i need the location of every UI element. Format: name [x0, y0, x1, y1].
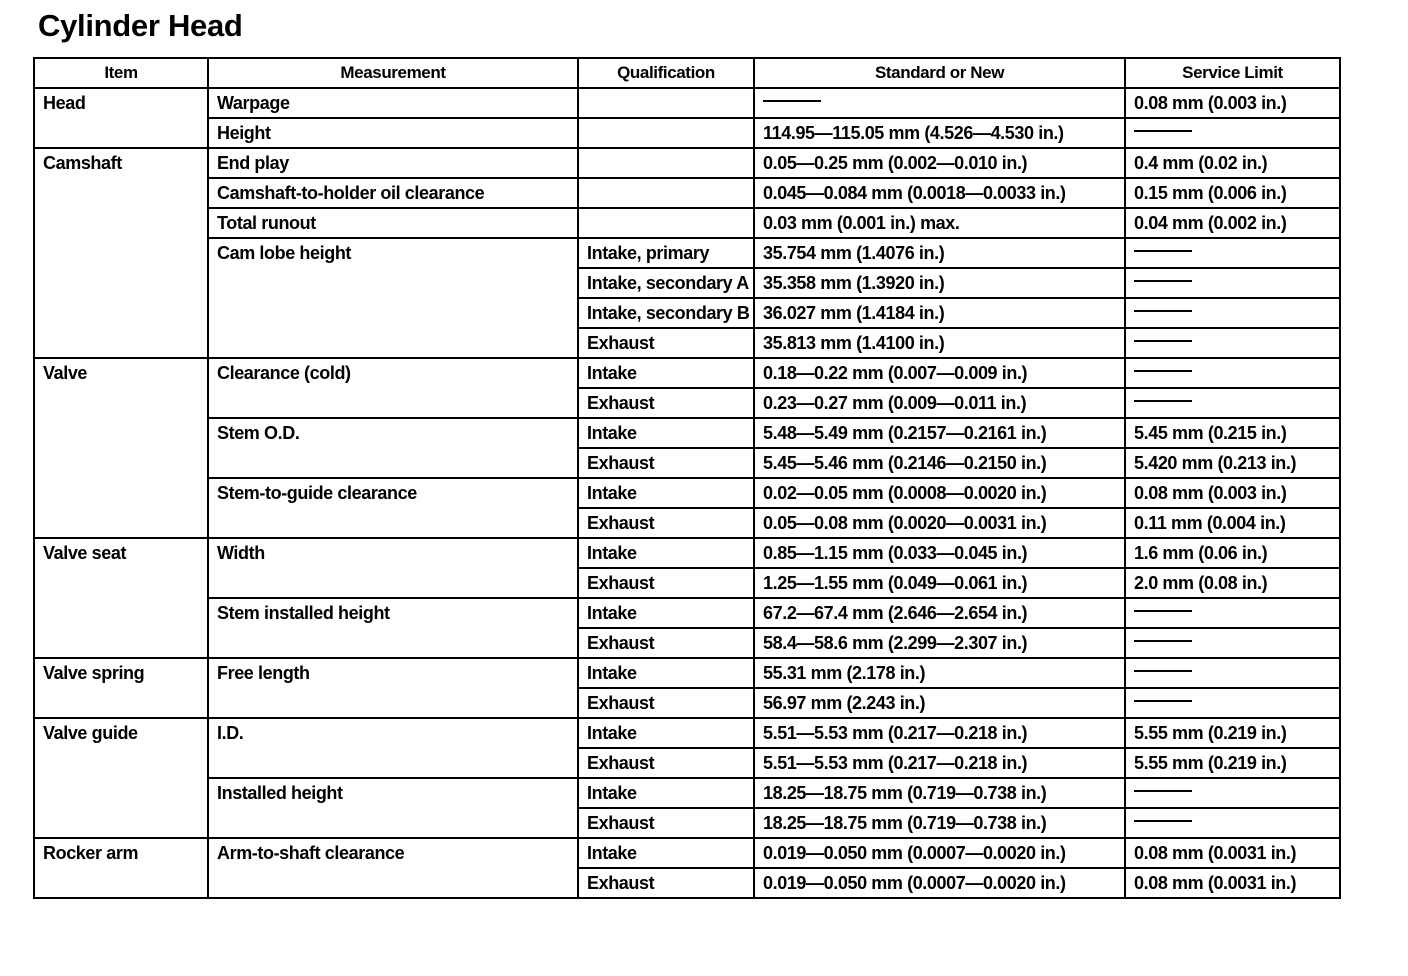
header-qualification: Qualification	[578, 58, 754, 88]
qualification-cell: Intake	[578, 838, 754, 868]
limit-cell: 0.15 mm (0.006 in.)	[1125, 178, 1340, 208]
qualification-cell: Exhaust	[578, 628, 754, 658]
limit-cell	[1125, 688, 1340, 718]
header-standard: Standard or New	[754, 58, 1125, 88]
standard-cell: 0.019—0.050 mm (0.0007—0.0020 in.)	[754, 838, 1125, 868]
qualification-cell: Intake	[578, 658, 754, 688]
qualification-cell: Exhaust	[578, 808, 754, 838]
not-applicable-dash	[1134, 400, 1192, 402]
qualification-cell: Exhaust	[578, 508, 754, 538]
standard-cell: 1.25—1.55 mm (0.049—0.061 in.)	[754, 568, 1125, 598]
limit-cell: 0.04 mm (0.002 in.)	[1125, 208, 1340, 238]
table-row	[34, 118, 1340, 148]
limit-cell: 5.55 mm (0.219 in.)	[1125, 718, 1340, 748]
qualification-cell: Intake	[578, 598, 754, 628]
not-applicable-dash	[1134, 370, 1192, 372]
qualification-cell	[578, 178, 754, 208]
page-title: Cylinder Head	[38, 8, 243, 43]
table-row	[34, 478, 1340, 508]
qualification-cell: Intake	[578, 358, 754, 388]
table-row	[34, 778, 1340, 808]
not-applicable-dash	[1134, 670, 1192, 672]
table-row	[34, 718, 1340, 748]
measurement-cell: Free length	[208, 658, 578, 718]
limit-cell	[1125, 358, 1340, 388]
table-row	[34, 598, 1340, 628]
qualification-cell: Intake, secondary A	[578, 268, 754, 298]
not-applicable-dash	[1134, 700, 1192, 702]
standard-cell: 5.51—5.53 mm (0.217—0.218 in.)	[754, 718, 1125, 748]
limit-cell	[1125, 808, 1340, 838]
limit-cell: 2.0 mm (0.08 in.)	[1125, 568, 1340, 598]
standard-cell: 58.4—58.6 mm (2.299—2.307 in.)	[754, 628, 1125, 658]
header-row	[34, 58, 1340, 88]
limit-cell: 0.4 mm (0.02 in.)	[1125, 148, 1340, 178]
qualification-cell: Exhaust	[578, 568, 754, 598]
item-cell: Valve guide	[34, 718, 208, 838]
measurement-cell: Camshaft-to-holder oil clearance	[208, 178, 578, 208]
standard-cell: 18.25—18.75 mm (0.719—0.738 in.)	[754, 808, 1125, 838]
standard-cell: 36.027 mm (1.4184 in.)	[754, 298, 1125, 328]
qualification-cell: Exhaust	[578, 748, 754, 778]
limit-cell	[1125, 328, 1340, 358]
not-applicable-dash	[1134, 250, 1192, 252]
standard-cell: 55.31 mm (2.178 in.)	[754, 658, 1125, 688]
spec-table	[33, 57, 1341, 899]
measurement-cell: Arm-to-shaft clearance	[208, 838, 578, 898]
measurement-cell: Clearance (cold)	[208, 358, 578, 418]
table-row	[34, 208, 1340, 238]
not-applicable-dash	[1134, 340, 1192, 342]
standard-cell: 5.51—5.53 mm (0.217—0.218 in.)	[754, 748, 1125, 778]
item-cell: Valve	[34, 358, 208, 538]
item-cell: Head	[34, 88, 208, 148]
measurement-cell: Warpage	[208, 88, 578, 118]
header-measurement: Measurement	[208, 58, 578, 88]
not-applicable-dash	[1134, 280, 1192, 282]
standard-cell: 35.754 mm (1.4076 in.)	[754, 238, 1125, 268]
qualification-cell	[578, 208, 754, 238]
standard-cell	[754, 88, 1125, 118]
standard-cell: 0.045—0.084 mm (0.0018—0.0033 in.)	[754, 178, 1125, 208]
qualification-cell: Exhaust	[578, 328, 754, 358]
not-applicable-dash	[763, 100, 821, 102]
standard-cell: 114.95—115.05 mm (4.526—4.530 in.)	[754, 118, 1125, 148]
item-cell: Valve seat	[34, 538, 208, 658]
standard-cell: 5.48—5.49 mm (0.2157—0.2161 in.)	[754, 418, 1125, 448]
standard-cell: 18.25—18.75 mm (0.719—0.738 in.)	[754, 778, 1125, 808]
table-row	[34, 658, 1340, 688]
not-applicable-dash	[1134, 790, 1192, 792]
limit-cell	[1125, 598, 1340, 628]
item-cell: Camshaft	[34, 148, 208, 358]
standard-cell: 0.23—0.27 mm (0.009—0.011 in.)	[754, 388, 1125, 418]
measurement-cell: Stem installed height	[208, 598, 578, 658]
standard-cell: 0.019—0.050 mm (0.0007—0.0020 in.)	[754, 868, 1125, 898]
not-applicable-dash	[1134, 310, 1192, 312]
limit-cell	[1125, 118, 1340, 148]
standard-cell: 0.18—0.22 mm (0.007—0.009 in.)	[754, 358, 1125, 388]
limit-cell: 0.08 mm (0.0031 in.)	[1125, 868, 1340, 898]
qualification-cell: Intake	[578, 718, 754, 748]
qualification-cell	[578, 148, 754, 178]
not-applicable-dash	[1134, 640, 1192, 642]
table-row	[34, 418, 1340, 448]
measurement-cell: Height	[208, 118, 578, 148]
limit-cell: 0.08 mm (0.003 in.)	[1125, 478, 1340, 508]
measurement-cell: Stem O.D.	[208, 418, 578, 478]
measurement-cell: I.D.	[208, 718, 578, 778]
qualification-cell: Intake	[578, 778, 754, 808]
limit-cell	[1125, 658, 1340, 688]
qualification-cell: Intake	[578, 478, 754, 508]
table-row	[34, 358, 1340, 388]
limit-cell: 0.08 mm (0.0031 in.)	[1125, 838, 1340, 868]
standard-cell: 0.05—0.25 mm (0.002—0.010 in.)	[754, 148, 1125, 178]
qualification-cell: Intake	[578, 418, 754, 448]
not-applicable-dash	[1134, 610, 1192, 612]
table-row	[34, 538, 1340, 568]
standard-cell: 0.05—0.08 mm (0.0020—0.0031 in.)	[754, 508, 1125, 538]
qualification-cell: Exhaust	[578, 688, 754, 718]
standard-cell: 67.2—67.4 mm (2.646—2.654 in.)	[754, 598, 1125, 628]
measurement-cell: Installed height	[208, 778, 578, 838]
qualification-cell: Intake	[578, 538, 754, 568]
standard-cell: 56.97 mm (2.243 in.)	[754, 688, 1125, 718]
qualification-cell: Exhaust	[578, 448, 754, 478]
measurement-cell: Total runout	[208, 208, 578, 238]
standard-cell: 35.358 mm (1.3920 in.)	[754, 268, 1125, 298]
not-applicable-dash	[1134, 130, 1192, 132]
limit-cell: 0.11 mm (0.004 in.)	[1125, 508, 1340, 538]
table-row	[34, 148, 1340, 178]
not-applicable-dash	[1134, 820, 1192, 822]
measurement-cell: Cam lobe height	[208, 238, 578, 358]
table-row	[34, 88, 1340, 118]
qualification-cell: Exhaust	[578, 868, 754, 898]
header-item: Item	[34, 58, 208, 88]
limit-cell	[1125, 238, 1340, 268]
standard-cell: 35.813 mm (1.4100 in.)	[754, 328, 1125, 358]
item-cell: Rocker arm	[34, 838, 208, 898]
limit-cell	[1125, 388, 1340, 418]
limit-cell	[1125, 298, 1340, 328]
table-row	[34, 238, 1340, 268]
qualification-cell	[578, 118, 754, 148]
standard-cell: 5.45—5.46 mm (0.2146—0.2150 in.)	[754, 448, 1125, 478]
limit-cell	[1125, 268, 1340, 298]
standard-cell: 0.02—0.05 mm (0.0008—0.0020 in.)	[754, 478, 1125, 508]
item-cell: Valve spring	[34, 658, 208, 718]
limit-cell: 5.420 mm (0.213 in.)	[1125, 448, 1340, 478]
table-row	[34, 178, 1340, 208]
limit-cell: 0.08 mm (0.003 in.)	[1125, 88, 1340, 118]
table-row	[34, 838, 1340, 868]
header-service-limit: Service Limit	[1125, 58, 1340, 88]
limit-cell	[1125, 628, 1340, 658]
standard-cell: 0.03 mm (0.001 in.) max.	[754, 208, 1125, 238]
measurement-cell: End play	[208, 148, 578, 178]
qualification-cell: Exhaust	[578, 388, 754, 418]
limit-cell	[1125, 778, 1340, 808]
qualification-cell	[578, 88, 754, 118]
standard-cell: 0.85—1.15 mm (0.033—0.045 in.)	[754, 538, 1125, 568]
limit-cell: 1.6 mm (0.06 in.)	[1125, 538, 1340, 568]
limit-cell: 5.55 mm (0.219 in.)	[1125, 748, 1340, 778]
measurement-cell: Stem-to-guide clearance	[208, 478, 578, 538]
limit-cell: 5.45 mm (0.215 in.)	[1125, 418, 1340, 448]
qualification-cell: Intake, primary	[578, 238, 754, 268]
measurement-cell: Width	[208, 538, 578, 598]
qualification-cell: Intake, secondary B	[578, 298, 754, 328]
